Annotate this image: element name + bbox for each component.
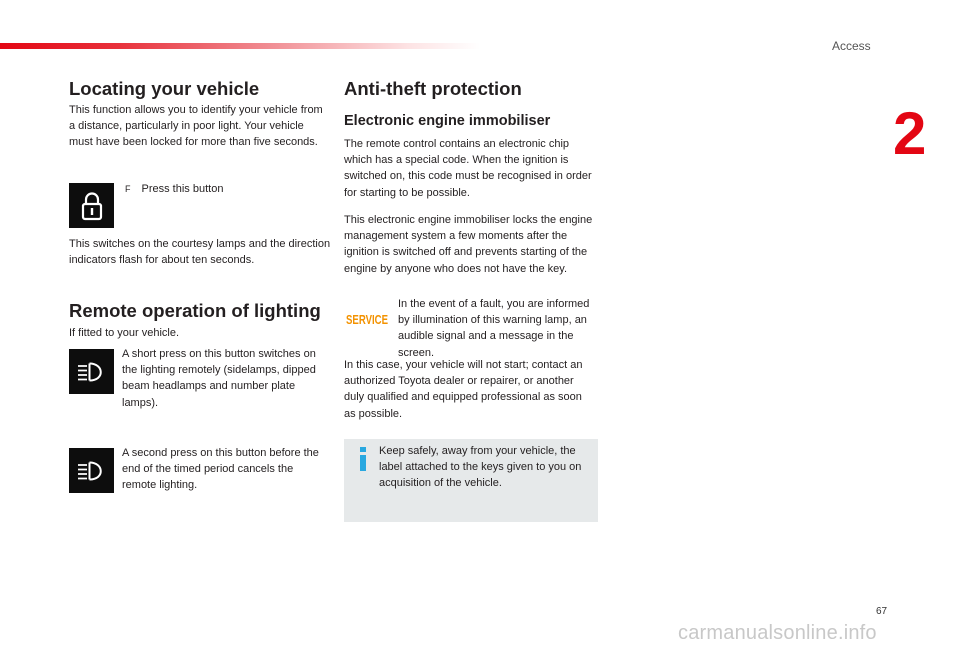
locating-title: Locating your vehicle: [69, 78, 260, 99]
padlock-icon: [79, 191, 105, 221]
lock-button-icon: [69, 183, 114, 228]
immobiliser-para1: The remote control contains an electronic chip which has a special code. When the ignition is switched on, this code must be recognised in order for starting to be possible.: [344, 138, 592, 199]
section-label: Access: [832, 39, 871, 53]
immobiliser-para2: This electronic engine immobiliser locks the engine management system a few moments after the ignition is switched off and prevents starting of the engine by anyone who does not have the key.: [344, 214, 593, 275]
lighting-first-press: A short press on this button switches on the lighting remotely (sidelamps, dipped beam headlamps and number plate lamps).: [122, 348, 316, 409]
lighting-second-press: A second press on this button before the end of the timed period cancels the remote lighting.: [122, 447, 319, 492]
locating-step-text: Press this button: [141, 183, 224, 195]
immobiliser-subtitle: Electronic engine immobiliser: [344, 113, 551, 129]
header-color-bar: [0, 43, 480, 49]
fault-text: In the event of a fault, you are informed by illumination of this warning lamp, an audible signal and a message in the screen.: [398, 298, 590, 359]
lighting-button-icon-2: [69, 448, 114, 493]
locating-step: [125, 181, 223, 197]
locating-result: This switches on the courtesy lamps and the direction indicators flash for about ten seconds.: [69, 238, 331, 267]
headlamp-icon: [77, 361, 107, 383]
remote-lighting-title: Remote operation of lighting: [69, 300, 321, 321]
service-warning-icon: [345, 312, 389, 326]
locating-intro: This function allows you to identify your vehicle from a distance, particularly in poor light. Your vehicle must have been locked for more than five seconds.: [69, 104, 323, 149]
headlamp-icon: [77, 460, 107, 482]
watermark: carmanualsonline.info: [678, 622, 877, 644]
bullet-marker: F: [125, 184, 131, 194]
antitheft-title: Anti-theft protection: [344, 78, 522, 99]
chapter-number: 2: [893, 100, 927, 167]
fault-action: In this case, your vehicle will not start; contact an authorized Toyota dealer or repairer, or another duly qualified and equipped professional as soon as possible.: [344, 359, 583, 420]
info-text: Keep safely, away from your vehicle, the label attached to the keys given to you on acquisition of the vehicle.: [379, 445, 582, 490]
lighting-button-icon: [69, 349, 114, 394]
page-number: 67: [876, 606, 888, 617]
remote-lighting-fitted: If fitted to your vehicle.: [69, 327, 180, 339]
service-label: SERVICE: [346, 312, 389, 327]
info-icon: [355, 447, 371, 471]
